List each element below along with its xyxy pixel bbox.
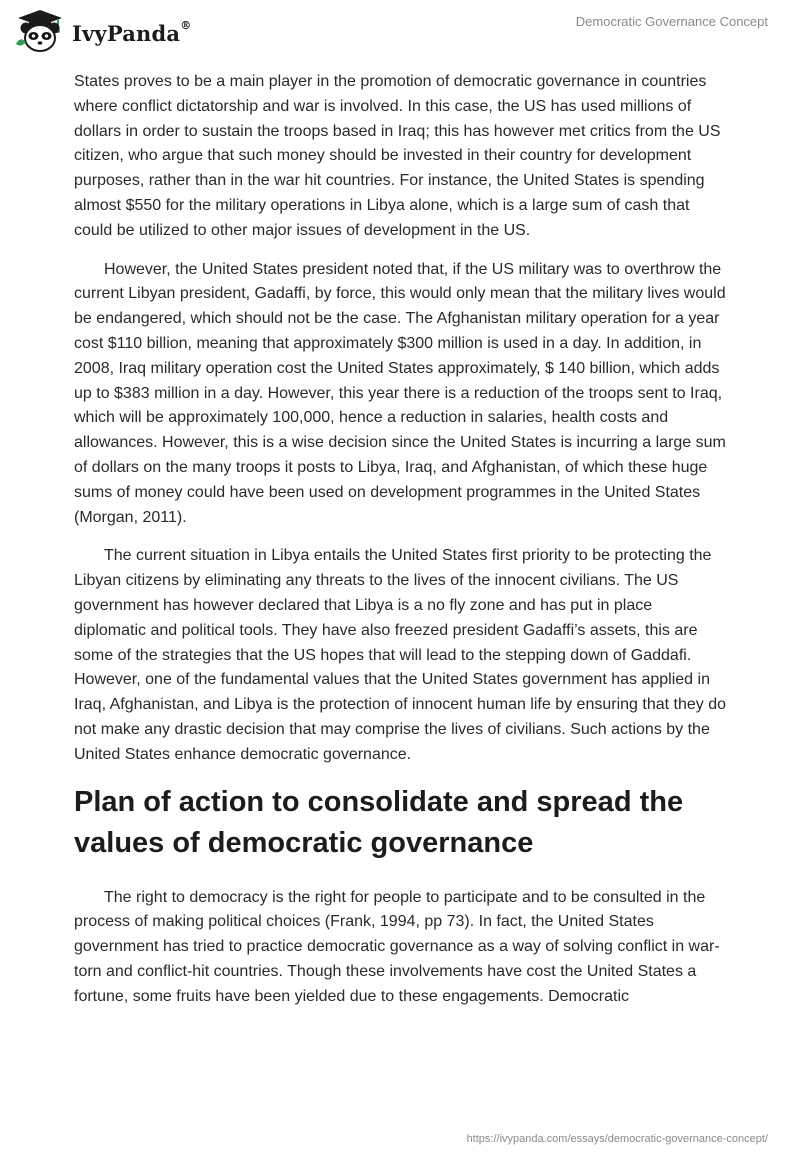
section-heading: Plan of action to consolidate and spread the values of democratic governance	[74, 785, 684, 859]
document-title: Democratic Governance Concept	[575, 14, 768, 29]
paragraph: The current situation in Libya entails the United States first priority to be protecting the Libyan citizens by eliminating any threats to the lives of the innocent civilians. The US government has however declared that Libya is a no fly zone and has put in place diplomatic and political tools. They have also freezed president Gadaffi’s assets, this are some of the strategies that the US hopes that will lead to the stepping down of Gaddafi. However, one of the fundamental values that the United States government has applied in Iraq, Afghanistan, and Libya is the protection of innocent human life by ensuring that they do not make any drastic decision that may comprise the lives of civilians. Such actions by the United States enhance democratic governance.	[74, 547, 726, 763]
paragraph: The right to democracy is the right for people to participate and to be consulted in the process of making political choices (Frank, 1994, pp 73). In fact, the United States government has tried to practice democratic governance as a way of solving conflict in war-torn and conflict-hit countries. Though these involvements have cost the United States a fortune, some fruits have been yielded due to these engagements. Democratic	[74, 888, 720, 1005]
source-url[interactable]: https://ivypanda.com/essays/democratic-governance-concept/	[466, 1133, 768, 1145]
paragraph: However, the United States president noted that, if the US military was to overthrow the current Libyan president, Gadaffi, by force, this would only mean that the military lives would be endangered, which should not be the case. The Afghanistan military operation for a year cost $110 billion, meaning that approximately $300 million is used in a day. In addition, in 2008, Iraq military operation cost the United States approximately, $ 140 billion, which adds up to $383 million in a day. However, this year there is a reduction of the troops sent to Iraq, which will be approximately 100,000, hence a reduction in salaries, health costs and allowances. However, this is a wise decision since the United States is incurring a large sum of dollars on the many troops it posts to Libya, Iraq, and Afghanistan, of which these huge sums of money could have been used on development programmes in the United States (Morgan, 2011).	[74, 260, 726, 526]
paragraph: States proves to be a main player in the promotion of democratic governance in countries where conflict dictatorship and war is involved. In this case, the US has used millions of dollars in order to sustain the troops based in Iraq; this has however met critics from the US citizen, who argue that such money should be invested in their country for development purposes, rather than in the war hit countries. For instance, the United States is spending almost $550 for the military operations in Libya alone, which is a large sum of cash that could be utilized to other major issues of development in the US.	[74, 73, 721, 239]
article-body	[74, 70, 726, 1024]
brand-name-text: IvyPanda	[72, 20, 181, 46]
registered-mark: ®	[180, 18, 192, 32]
brand-name	[72, 18, 192, 46]
brand-logo[interactable]	[14, 8, 191, 54]
page-header	[0, 0, 800, 64]
panda-graduate-icon	[14, 8, 66, 54]
